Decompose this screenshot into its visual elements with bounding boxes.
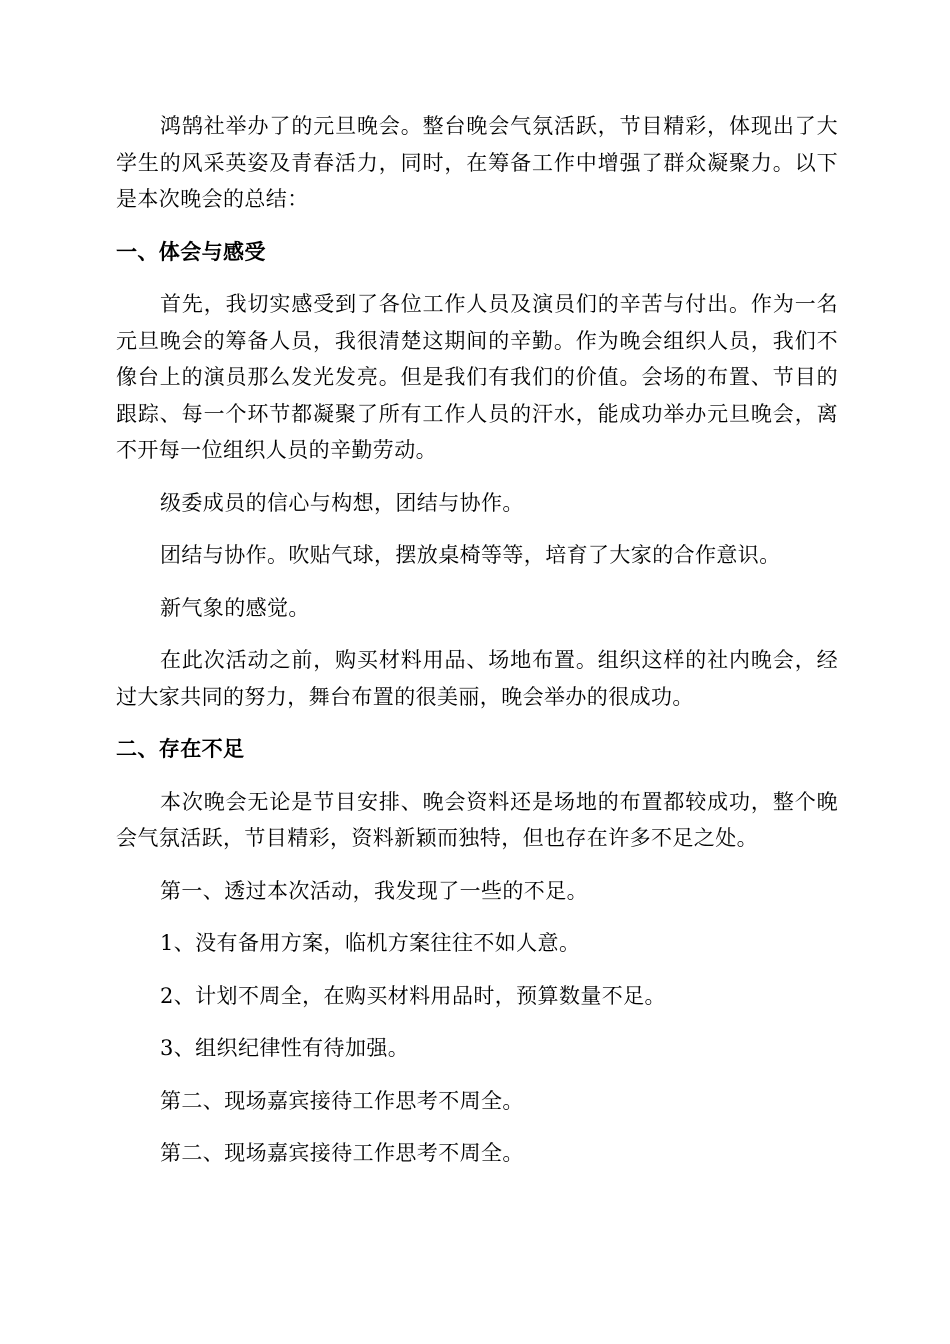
- section-2-paragraph-2: 第一、透过本次活动，我发现了一些的不足。: [160, 878, 588, 903]
- section-1-paragraph-3: 团结与协作。吹贴气球，摆放桌椅等等，培育了大家的合作意识。: [160, 543, 781, 567]
- section-1-paragraph-4: 新气象的感觉。: [160, 595, 310, 620]
- section-1-paragraph-2: 级委成员的信心与构想，团结与协作。: [160, 490, 524, 515]
- section-2-paragraph-4: 第二、现场嘉宾接待工作思考不周全。: [160, 1141, 524, 1165]
- section-1-paragraph-5: 在此次活动之前，购买材料用品、场地布置。组织这样的社内晚会，经过大家共同的努力，舞台布置的很美丽，晚会举办的很成功。: [116, 648, 838, 709]
- document-page: [116, 108, 838, 1188]
- section-1-paragraph-1: 首先，我切实感受到了各位工作人员及演员们的辛苦与付出。作为一名元旦晚会的筹备人员，我很清楚这期间的辛勤。作为晚会组织人员，我们不像台上的演员那么发光发亮。但是我们有我们的价值。会场的布置、节目的跟踪、每一个环节都凝聚了所有工作人员的汗水，能成功举办元旦晚会，离不开每一位组织人员的辛勤劳动。: [116, 292, 838, 462]
- section-1-heading: 一、体会与感受: [116, 239, 266, 264]
- section-2-list-item-1: 1、没有备用方案，临机方案往往不如人意。: [160, 931, 581, 955]
- section-2-paragraph-1: 本次晚会无论是节目安排、晚会资料还是场地的布置都较成功，整个晚会气氛活跃，节目精彩，资料新颖而独特，但也存在许多不足之处。: [116, 789, 838, 850]
- section-2-heading: 二、存在不足: [116, 737, 245, 761]
- section-2-list-item-3: 3、组织纪律性有待加强。: [160, 1036, 410, 1060]
- section-2-list-item-2: 2、计划不周全，在购买材料用品时，预算数量不足。: [160, 983, 666, 1008]
- section-2-paragraph-3: 第二、现场嘉宾接待工作思考不周全。: [160, 1088, 524, 1113]
- intro-paragraph: 鸿鹄社举办了的元旦晚会。整台晚会气氛活跃，节目精彩，体现出了大学生的风采英姿及青春活力，同时，在筹备工作中增强了群众凝聚力。以下是本次晚会的总结：: [116, 114, 838, 211]
